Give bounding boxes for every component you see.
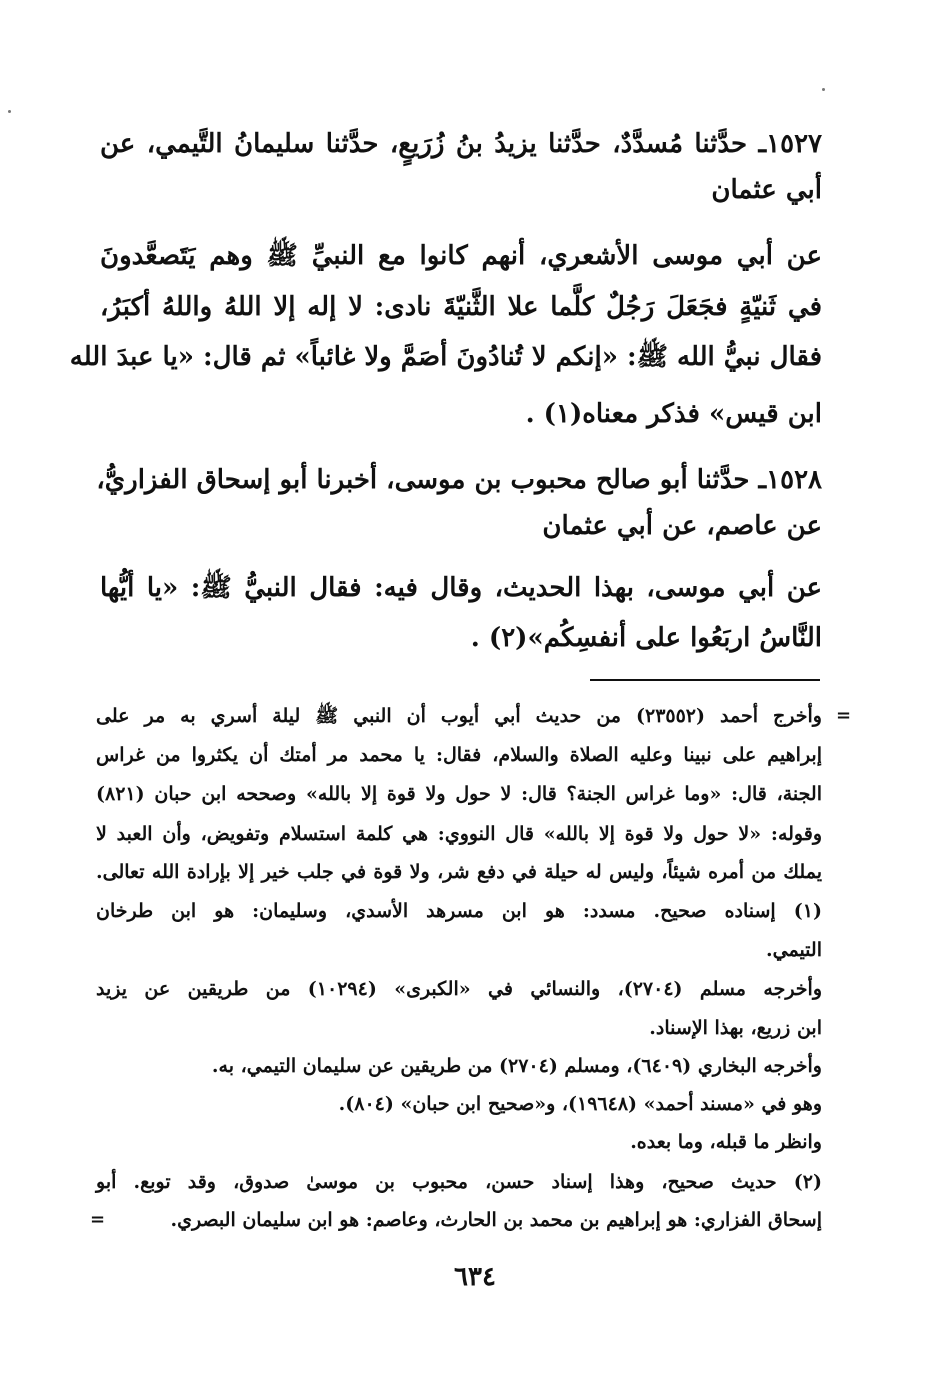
hadith-1527-isnad-line-1: ١٥٢٧ـ حدَّثنا مُسدَّدٌ، حدَّثنا يزيدُ بنُ زُرَيعٍ، حدَّثنا سليمانُ التَّيمي، عن bbox=[100, 129, 822, 159]
scan-speck bbox=[8, 110, 11, 113]
hadith-1528-matn-line-1: عن أبي موسى، بهذا الحديث، وقال فيه: فقال النبيُّ ﷺ: «يا أيُّها bbox=[100, 573, 822, 603]
footnote-1-line-3: وأخرجه مسلم (٢٧٠٤)، والنسائي في «الكبرى» (١٠٢٩٤) من طريقين عن يزيد bbox=[96, 978, 823, 1000]
hadith-1527-matn-line-2: في ثَنيّةٍ فجَعَلَ رَجُلٌ كلَّما علا الثَّنيّةَ نادى: لا إله إلا اللهُ واللهُ أكبَرُ، bbox=[100, 292, 822, 322]
footnote-separator bbox=[590, 679, 820, 681]
hadith-1527-matn-line-4: ابن قيس» فذكر معناه(١) . bbox=[525, 399, 822, 429]
end-continuation-marker: = bbox=[90, 1209, 106, 1230]
hadith-1528-isnad-line-2: عن عاصم، عن أبي عثمان bbox=[542, 511, 822, 541]
footnote-continued-line-4: وقوله: «لا حول ولا قوة إلا بالله» قال النووي: هي كلمة استسلام وتفويض، وأن العبد لا bbox=[96, 823, 822, 845]
footnote-continued-line-3: الجنة، قال: «وما غراس الجنة؟ قال: لا حول ولا قوة إلا بالله» وصححه ابن حبان (٨٢١) bbox=[96, 783, 822, 805]
hadith-1528-isnad-line-1: ١٥٢٨ـ حدَّثنا أبو صالح محبوب بن موسى، أخبرنا أبو إسحاق الفزاريُّ، bbox=[96, 465, 822, 495]
footnote-continued-line-1: وأخرج أحمد (٢٣٥٥٢) من حديث أبي أيوب أن النبي ﷺ ليلة أسري به مر على bbox=[96, 705, 822, 727]
page-number: ٦٣٤ bbox=[454, 1262, 496, 1292]
hadith-1527-matn-line-1: عن أبي موسى الأشعري، أنهم كانوا مع النبيِّ ﷺ وهم يَتَصعَّدونَ bbox=[100, 241, 822, 271]
footnote-1-line-6: وهو في «مسند أحمد» (١٩٦٤٨)، و«صحيح ابن حبان» (٨٠٤). bbox=[338, 1093, 822, 1115]
footnote-continued-line-5: يملك من أمره شيئاً، وليس له حيلة في دفع شر، ولا قوة في جلب خير إلا بإرادة الله تعالى. bbox=[96, 861, 822, 883]
footnote-1-line-5: وأخرجه البخاري (٦٤٠٩)، ومسلم (٢٧٠٤) من طريقين عن سليمان التيمي، به. bbox=[211, 1055, 822, 1077]
continuation-marker: = bbox=[836, 705, 852, 726]
footnote-1-line-7: وانظر ما قبله، وما بعده. bbox=[630, 1131, 822, 1153]
hadith-1528-matn-line-2: النَّاسُ اربَعُوا على أنفسِكُم»(٢) . bbox=[470, 623, 822, 653]
footnote-2-line-2: إسحاق الفزاري: هو إبراهيم بن محمد بن الحارث، وعاصم: هو ابن سليمان البصري. bbox=[170, 1209, 822, 1231]
footnote-continued-line-2: إبراهيم على نبينا وعليه الصلاة والسلام، فقال: يا محمد مر أمتك أن يكثروا من غراس bbox=[96, 744, 822, 766]
hadith-1527-matn-line-3: فقال نبيُّ الله ﷺ: «إنكم لا تُنادُونَ أصَمَّ ولا غائباً» ثم قال: «يا عبدَ الله bbox=[69, 342, 822, 372]
footnote-1-line-4: ابن زريع، بهذا الإسناد. bbox=[649, 1017, 822, 1039]
hadith-1527-isnad-line-2: أبي عثمان bbox=[711, 175, 822, 205]
footnote-1-line-1: (١) إسناده صحيح. مسدد: هو ابن مسرهد الأسدي، وسليمان: هو ابن طرخان bbox=[96, 900, 822, 922]
footnote-1-line-2: التيمي. bbox=[766, 939, 822, 961]
scan-speck bbox=[822, 88, 825, 91]
footnote-2-line-1: (٢) حديث صحيح، وهذا إسناد حسن، محبوب بن موسىٰ صدوق، وقد توبع. أبو bbox=[96, 1171, 822, 1193]
